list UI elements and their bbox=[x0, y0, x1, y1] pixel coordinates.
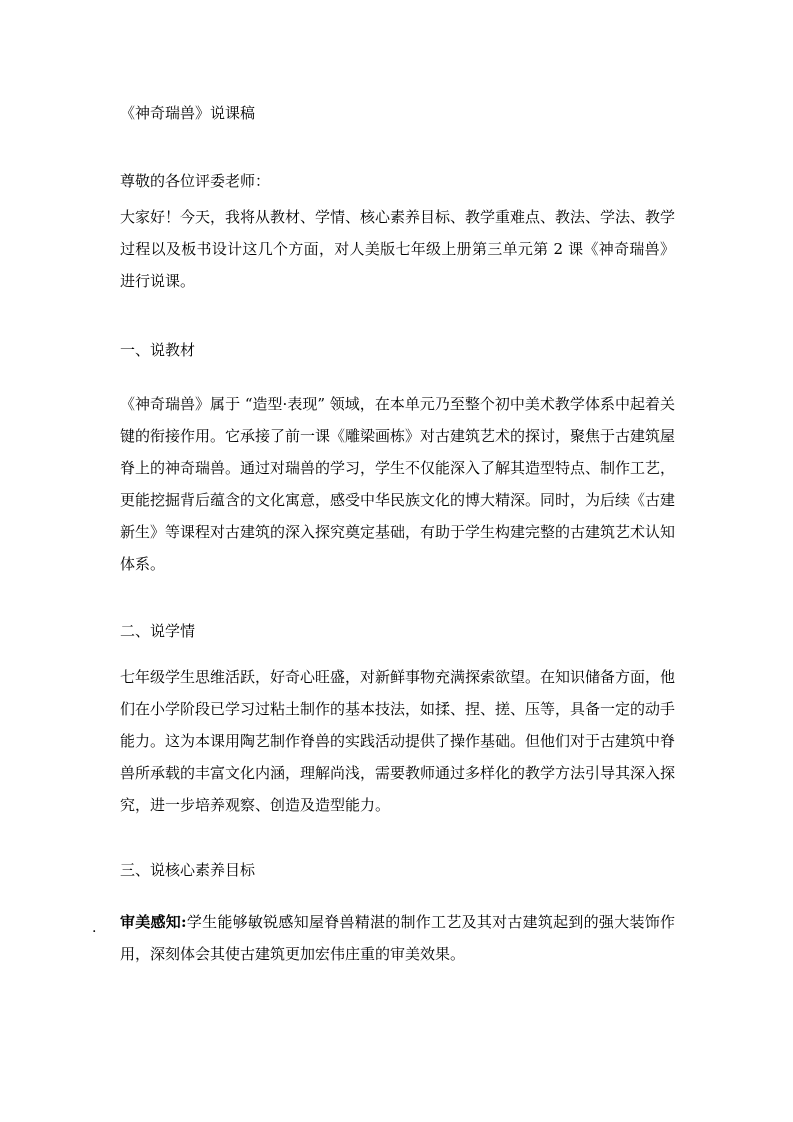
intro-paragraph: 大家好！今天，我将从教材、学情、核心素养目标、教学重难点、教法、学法、教学过程以及板书设计这几个方面，对人美版七年级上册第三单元第 2 课《神奇瑞兽》进行说课。 bbox=[120, 208, 676, 290]
goal-bullet: . bbox=[92, 920, 97, 936]
section-heading-goals: 三、说核心素养目标 bbox=[120, 861, 256, 879]
section-body-textbook: 《神奇瑞兽》属于 “造型·表现” 领域，在本单元乃至整个初中美术教学体系中起着关键的衔接作用。它承接了前一课《雕梁画栋》对古建筑艺术的探讨，聚焦于古建筑屋脊上的神奇瑞兽。通过对瑞兽的学习，学生不仅能深入了解其造型特点、制作工艺，更能挖掘背后蕴含的文化寓意，感受中华民族文化的博大精深。同时，为后续《古建新生》等课程对古建筑的深入探究奠定基础，有助于学生构建完整的古建筑艺术认知体系。 bbox=[120, 395, 676, 573]
section-heading-students: 二、说学情 bbox=[120, 622, 196, 640]
document-title: 《神奇瑞兽》说课稿 bbox=[120, 104, 256, 122]
section-heading-textbook: 一、说教材 bbox=[120, 341, 196, 359]
salutation: 尊敬的各位评委老师： bbox=[120, 172, 271, 190]
goal-text: 学生能够敏锐感知屋脊兽精湛的制作工艺及其对古建筑起到的强大装饰作用，深刻体会其使古建筑更加宏伟庄重的审美效果。 bbox=[120, 913, 675, 963]
section-body-students: 七年级学生思维活跃，好奇心旺盛，对新鲜事物充满探索欲望。在知识储备方面，他们在小学阶段已学习过粘土制作的基本技法，如揉、捏、搓、压等，具备一定的动手能力。这为本课用陶艺制作脊兽的实践活动提供了操作基础。但他们对于古建筑中脊兽所承载的丰富文化内涵，理解尚浅，需要教师通过多样化的教学方法引导其深入探究，进一步培养观察、创造及造型能力。 bbox=[120, 668, 676, 814]
goal-label: 审美感知: bbox=[120, 913, 187, 931]
goal-item bbox=[120, 906, 675, 970]
